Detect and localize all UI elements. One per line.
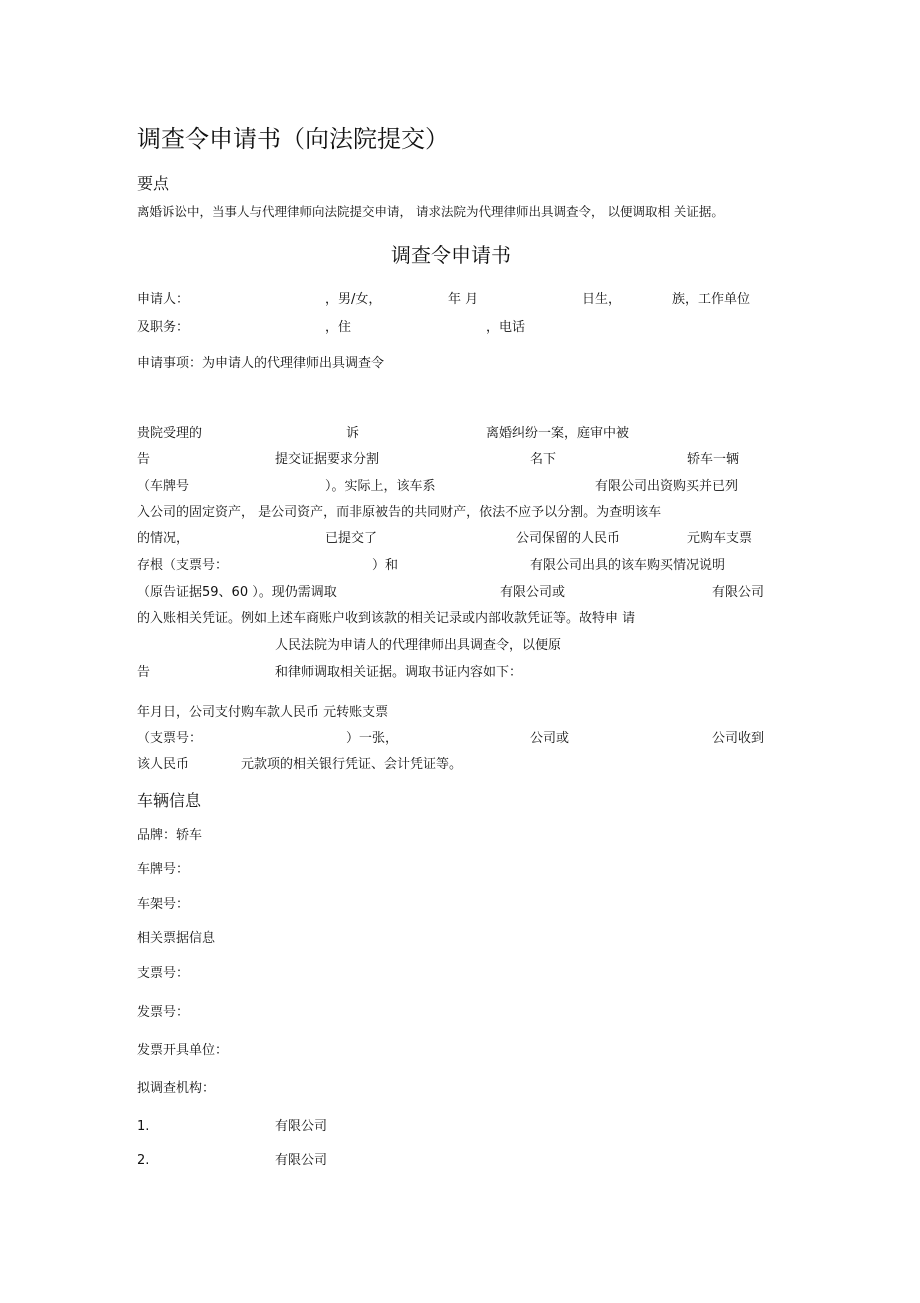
payment-line2-d: 公司收到 <box>712 731 765 746</box>
body-line6-c: 有限公司出具的该车购买情况说明 <box>530 558 726 573</box>
tickets-cheque: 支票号： <box>137 966 190 981</box>
tickets-invoice: 发票号： <box>137 1005 190 1020</box>
body-line3-c: 有限公司出资购买并已列 <box>595 479 739 494</box>
body-line2-b: 提交证据要求分割 <box>275 452 380 467</box>
body-line3-a: （车牌号 <box>137 479 190 494</box>
body-line1-a: 贵院受理的 <box>137 426 203 441</box>
body-line6-a: 存根（支票号： <box>137 558 229 573</box>
vehicle-brand: 品牌：轿车 <box>137 828 203 843</box>
applicant-label: 申请人： <box>137 292 190 307</box>
document-title: 调查令申请书（向法院提交） <box>137 125 449 153</box>
key-points-text: 离婚诉讼中，当事人与代理律师向法院提交申请， 请求法院为代理律师出具调查令， 以便调取相 关证据。 <box>137 204 724 219</box>
payment-line2-c: 公司或 <box>530 731 570 746</box>
tickets-heading: 相关票据信息 <box>137 931 216 946</box>
body-line7-a: （原告证据59、60 ）。现仍需调取 <box>137 585 337 600</box>
institution-2-name: 有限公司 <box>275 1153 328 1168</box>
vehicle-plate: 车牌号： <box>137 862 190 877</box>
payment-line1: 年月日，公司支付购车款人民币 元转账支票 <box>137 705 389 720</box>
body-line5-a: 的情况， <box>137 531 190 546</box>
applicant-address-label: ，住 <box>325 320 352 335</box>
body-line9: 人民法院为申请人的代理律师出具调查令，以便原 <box>275 638 562 653</box>
applicant-position-label: 及职务： <box>137 320 190 335</box>
payment-line2-a: （支票号： <box>137 731 203 746</box>
payment-line3-b: 元款项的相关银行凭证、会计凭证等。 <box>241 757 463 772</box>
payment-line3-a: 该人民币 <box>137 757 190 772</box>
payment-line2-b: ）一张， <box>346 731 399 746</box>
institution-2-number: 2. <box>137 1153 150 1168</box>
body-line10-b: 和律师调取相关证据。调取书证内容如下： <box>275 665 523 680</box>
body-line5-c: 公司保留的人民币 <box>516 531 621 546</box>
tickets-issuer: 发票开具单位： <box>137 1043 229 1058</box>
body-line3-b: ）。实际上，该车系 <box>325 479 436 494</box>
body-line1-c: 离婚纠纷一案，庭审中被 <box>486 426 630 441</box>
body-line2-c: 名下 <box>530 452 557 467</box>
body-line6-b: ）和 <box>372 558 399 573</box>
applicant-birthday: 日生， <box>582 292 622 307</box>
request-text: 申请事项：为申请人的代理律师出具调查令 <box>137 356 385 371</box>
key-points-heading: 要点 <box>137 174 170 193</box>
institution-1-number: 1. <box>137 1119 150 1134</box>
body-line2-d: 轿车一辆 <box>687 452 740 467</box>
body-line10-a: 告 <box>137 665 151 680</box>
body-line2-a: 告 <box>137 452 151 467</box>
body-line4: 入公司的固定资产， 是公司资产，而非原被告的共同财产，依法不应予以分割。为查明该车 <box>137 505 662 520</box>
applicant-gender: ，男/女， <box>325 292 382 307</box>
institutions-heading: 拟调查机构： <box>137 1081 216 1096</box>
institution-1-name: 有限公司 <box>275 1119 328 1134</box>
body-line8: 的入账相关凭证。例如上述车商账户收到该款的相关记录或内部收款凭证等。故特申 请 <box>137 611 636 626</box>
form-title: 调查令申请书 <box>391 243 511 267</box>
vehicle-frame: 车架号： <box>137 897 190 912</box>
vehicle-heading: 车辆信息 <box>137 791 202 810</box>
body-line1-b: 诉 <box>346 426 360 441</box>
applicant-year-month: 年 月 <box>448 292 479 307</box>
applicant-ethnicity-work: 族，工作单位 <box>672 292 751 307</box>
applicant-phone-label: ，电话 <box>486 320 526 335</box>
body-line5-d: 元购车支票 <box>687 531 753 546</box>
body-line7-c: 有限公司 <box>712 585 765 600</box>
body-line5-b: 已提交了 <box>325 531 378 546</box>
body-line7-b: 有限公司或 <box>500 585 566 600</box>
